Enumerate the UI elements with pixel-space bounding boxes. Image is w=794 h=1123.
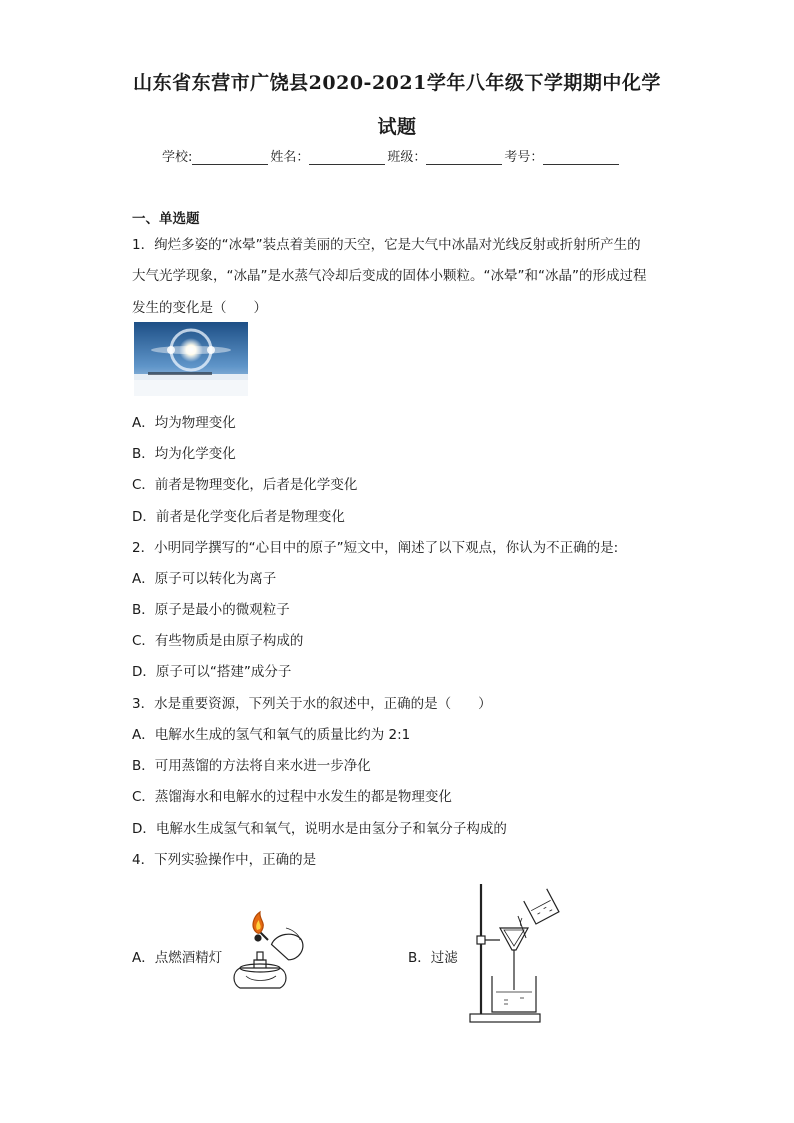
student-info-row <box>162 146 621 165</box>
q3-option-c: C．蒸馏海水和电解水的过程中水发生的都是物理变化 <box>132 789 452 805</box>
q2-option-d: D．原子可以“搭建”成分子 <box>132 664 292 680</box>
page-title-line1: 山东省东营市广饶县2020-2021学年八年级下学期期中化学 <box>133 72 661 94</box>
name-label: 姓名： <box>270 150 310 165</box>
id-label: 考号： <box>504 150 544 165</box>
q1-option-a: A．均为物理变化 <box>132 415 236 431</box>
school-blank <box>192 150 268 165</box>
q3-stem: 3．水是重要资源，下列关于水的叙述中，正确的是（ ） <box>132 696 492 712</box>
q1-stem-line3: 发生的变化是（ ） <box>132 300 267 316</box>
q1-stem-line2: 大气光学现象，“冰晶”是水蒸气冷却后变成的固体小颗粒。“冰晕”和“冰晶”的形成过程 <box>132 268 647 284</box>
page-title-line2: 试题 <box>377 116 417 138</box>
school-label: 学校: <box>162 150 193 165</box>
class-label: 班级： <box>387 150 427 165</box>
alcohol-lamp-lighting-figure <box>226 910 308 1004</box>
q2-option-c: C．有些物质是由原子构成的 <box>132 633 304 649</box>
section-heading: 一、单选题 <box>132 211 200 227</box>
ice-halo-photo <box>134 322 248 396</box>
q3-option-a: A．电解水生成的氢气和氧气的质量比约为 2:1 <box>132 727 411 743</box>
id-blank <box>543 150 619 165</box>
q4-stem: 4．下列实验操作中，正确的是 <box>132 852 317 868</box>
q2-stem: 2．小明同学撰写的“心目中的原子”短文中，阐述了以下观点，你认为不正确的是: <box>132 540 619 556</box>
q1-option-d: D．前者是化学变化后者是物理变化 <box>132 509 345 525</box>
q2-option-b: B．原子是最小的微观粒子 <box>132 602 290 618</box>
name-blank <box>309 150 385 165</box>
q4-option-b: B．过滤 <box>408 950 458 966</box>
class-blank <box>426 150 502 165</box>
q1-option-c: C．前者是物理变化，后者是化学变化 <box>132 477 358 493</box>
q1-stem-line1: 1．绚烂多姿的“冰晕”装点着美丽的天空，它是大气中冰晶对光线反射或折射所产生的 <box>132 237 641 253</box>
filtration-apparatus-figure <box>466 880 562 1030</box>
q4-option-a: A．点燃酒精灯 <box>132 950 223 966</box>
q2-option-a: A．原子可以转化为离子 <box>132 571 277 587</box>
q3-option-b: B．可用蒸馏的方法将自来水进一步净化 <box>132 758 371 774</box>
q3-option-d: D．电解水生成氢气和氧气，说明水是由氢分子和氧分子构成的 <box>132 821 507 837</box>
q1-option-b: B．均为化学变化 <box>132 446 236 462</box>
